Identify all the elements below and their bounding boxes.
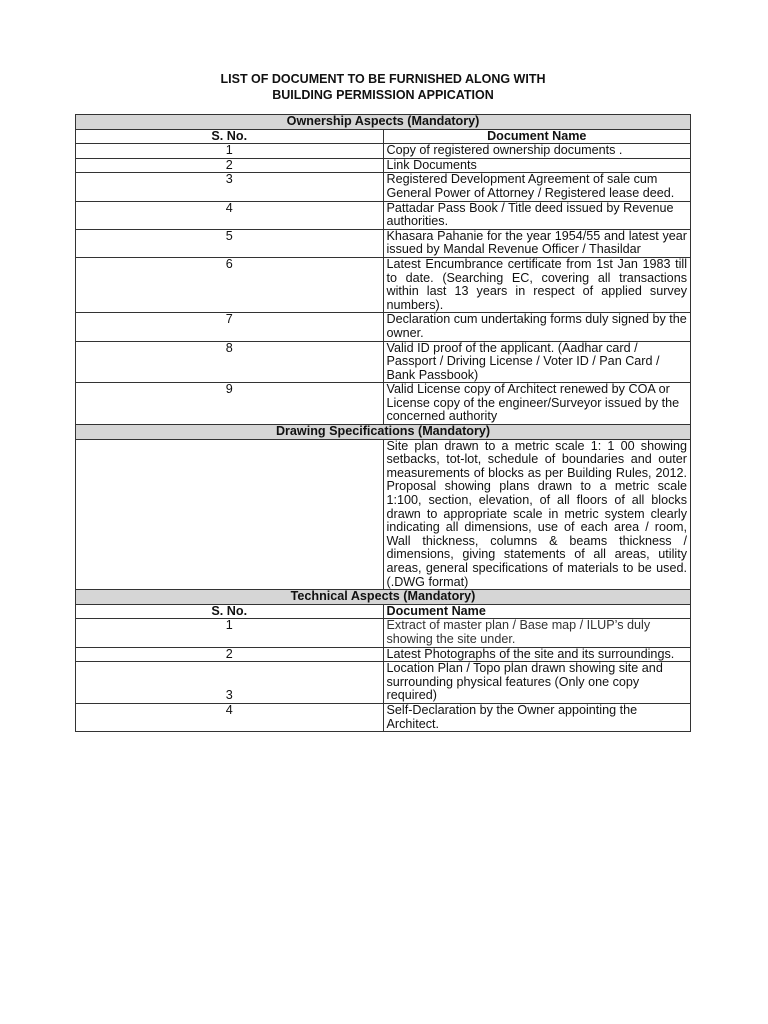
table-row xyxy=(76,341,691,383)
row-document-name: Khasara Pahanie for the year 1954/55 and latest year issued by Mandal Revenue Officer / Thasildar xyxy=(383,229,691,257)
table-row xyxy=(76,383,691,425)
technical-header-row xyxy=(76,604,691,619)
ownership-section-row xyxy=(76,115,691,130)
ownership-section-heading: Ownership Aspects (Mandatory) xyxy=(76,115,691,130)
row-document-name: Pattadar Pass Book / Title deed issued by Revenue authorities. xyxy=(383,201,691,229)
row-sno: 3 xyxy=(76,173,384,201)
row-sno: 8 xyxy=(76,341,384,383)
row-sno: 2 xyxy=(76,158,384,173)
row-document-name: Valid License copy of Architect renewed by COA or License copy of the engineer/Surveyor issued by the concerned authority xyxy=(383,383,691,425)
technical-col-name: Document Name xyxy=(383,604,691,619)
row-sno: 1 xyxy=(76,144,384,159)
row-document-name: Latest Photographs of the site and its surroundings. xyxy=(383,647,691,662)
row-sno: 4 xyxy=(76,201,384,229)
row-document-name: Declaration cum undertaking forms duly signed by the owner. xyxy=(383,313,691,341)
row-sno: 1 xyxy=(76,619,384,647)
drawing-spec-text: Site plan drawn to a metric scale 1: 1 00 showing setbacks, tot-lot, schedule of boundaries and outer measurements of blocks as per Building Rules, 2012. Proposal showing plans drawn to a metric scale 1:100, section, elevation, of all floors of all blocks drawn to appropriate scale in metric system clearly indicating all dimensions, use of each area / room, Wall thickness, columns & beams thickness / dimensions, giving statements of all areas, utility areas, general specifications of materials to be used. (.DWG format) xyxy=(383,439,691,590)
documents-table xyxy=(75,114,691,732)
row-sno: 6 xyxy=(76,257,384,312)
table-row xyxy=(76,158,691,173)
technical-section-heading: Technical Aspects (Mandatory) xyxy=(76,590,691,605)
drawing-section-heading: Drawing Specifications (Mandatory) xyxy=(76,425,691,440)
row-sno: 9 xyxy=(76,383,384,425)
table-row xyxy=(76,201,691,229)
drawing-spec-row xyxy=(76,439,691,590)
table-row xyxy=(76,257,691,312)
row-sno: 4 xyxy=(76,703,384,731)
row-document-name: Self-Declaration by the Owner appointing the Architect. xyxy=(383,703,691,731)
row-document-name: Copy of registered ownership documents . xyxy=(383,144,691,159)
table-row xyxy=(76,229,691,257)
document-title xyxy=(75,71,691,103)
row-document-name: Registered Development Agreement of sale cum General Power of Attorney / Registered lease deed. xyxy=(383,173,691,201)
table-row xyxy=(76,647,691,662)
row-document-name: Extract of master plan / Base map / ILUP’s duly showing the site under. xyxy=(383,619,691,647)
table-row xyxy=(76,313,691,341)
title-line-1: LIST OF DOCUMENT TO BE FURNISHED ALONG WITH xyxy=(220,72,546,86)
row-document-name: Location Plan / Topo plan drawn showing site and surrounding physical features (Only one copy required) xyxy=(383,662,691,704)
row-document-name: Link Documents xyxy=(383,158,691,173)
drawing-section-row xyxy=(76,425,691,440)
technical-section-row xyxy=(76,590,691,605)
drawing-spec-sno xyxy=(76,439,384,590)
row-sno: 2 xyxy=(76,647,384,662)
ownership-header-row xyxy=(76,129,691,144)
table-row xyxy=(76,144,691,159)
table-row xyxy=(76,662,691,704)
row-sno: 3 xyxy=(76,662,384,704)
table-row xyxy=(76,619,691,647)
row-sno: 5 xyxy=(76,229,384,257)
title-line-2: BUILDING PERMISSION APPICATION xyxy=(272,88,494,102)
table-row xyxy=(76,703,691,731)
row-document-name: Valid ID proof of the applicant. (Aadhar card / Passport / Driving License / Voter ID / Pan Card / Bank Passbook) xyxy=(383,341,691,383)
row-sno: 7 xyxy=(76,313,384,341)
row-document-name: Latest Encumbrance certificate from 1st Jan 1983 till to date. (Searching EC, covering all transactions within last 13 years in respect of applied survey numbers). xyxy=(383,257,691,312)
ownership-col-sno: S. No. xyxy=(76,129,384,144)
ownership-col-name: Document Name xyxy=(383,129,691,144)
technical-col-sno: S. No. xyxy=(76,604,384,619)
table-row xyxy=(76,173,691,201)
